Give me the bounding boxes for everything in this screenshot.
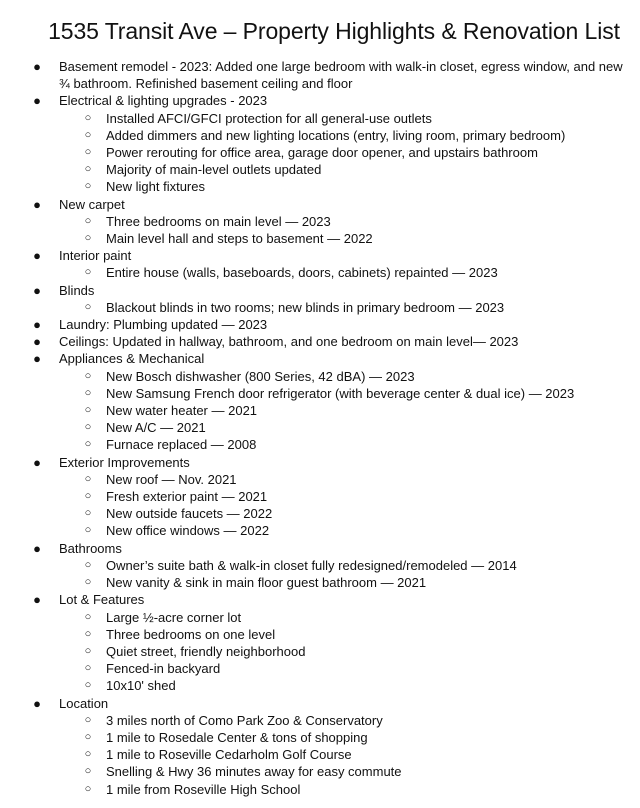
hollow-bullet-icon: ○ — [84, 266, 92, 279]
bullet-icon: ● — [33, 695, 41, 711]
list-item — [30, 695, 630, 798]
list-item-text: Laundry: Plumbing updated — 2023 — [59, 317, 268, 333]
hollow-bullet-icon: ○ — [84, 679, 92, 692]
bullet-icon: ● — [33, 196, 41, 212]
sub-list-item — [59, 299, 630, 316]
hollow-bullet-icon: ○ — [84, 558, 92, 571]
sub-list-item-text: 10x10' shed — [106, 678, 176, 694]
bullet-icon: ● — [33, 592, 41, 608]
sub-list-item-text: Main level hall and steps to basement — 2022 — [106, 231, 373, 247]
sub-list-item-text: Added dimmers and new lighting locations (entry, living room, primary bedroom) — [106, 127, 566, 143]
sub-list-item — [59, 781, 630, 798]
sub-list-item-text: Furnace replaced — 2008 — [106, 437, 257, 453]
sub-list-item-text: Large ½-acre corner lot — [106, 609, 242, 625]
list-item-text: Blinds — [59, 282, 95, 298]
list-item — [30, 196, 630, 248]
hollow-bullet-icon: ○ — [84, 214, 92, 227]
hollow-bullet-icon: ○ — [84, 730, 92, 743]
sub-list-item — [59, 643, 630, 660]
sub-list — [59, 110, 630, 196]
hollow-bullet-icon: ○ — [84, 662, 92, 675]
sub-list-item — [59, 419, 630, 436]
hollow-bullet-icon: ○ — [84, 163, 92, 176]
sub-list-item-text: New light fixtures — [106, 179, 205, 195]
list-item-text: Interior paint — [59, 248, 132, 264]
sub-list-item — [59, 660, 630, 677]
sub-list — [59, 264, 630, 281]
bullet-icon: ● — [33, 351, 41, 367]
list-item-text: Ceilings: Updated in hallway, bathroom, and one bedroom on main level— 2023 — [59, 334, 519, 350]
hollow-bullet-icon: ○ — [84, 404, 92, 417]
list-item-text: Bathrooms — [59, 540, 122, 556]
sub-list-item — [59, 609, 630, 626]
sub-list-item-text: Snelling & Hwy 36 minutes away for easy commute — [106, 764, 402, 780]
sub-list — [59, 557, 630, 591]
hollow-bullet-icon: ○ — [84, 713, 92, 726]
sub-list-item-text: New roof — Nov. 2021 — [106, 471, 237, 487]
hollow-bullet-icon: ○ — [84, 765, 92, 778]
sub-list-item — [59, 729, 630, 746]
hollow-bullet-icon: ○ — [84, 627, 92, 640]
bullet-icon: ● — [33, 317, 41, 333]
sub-list-item-text: New Bosch dishwasher (800 Series, 42 dBA) — 2023 — [106, 368, 415, 384]
hollow-bullet-icon: ○ — [84, 180, 92, 193]
list-item-text: Electrical & lighting upgrades - 2023 — [59, 93, 268, 109]
sub-list-item — [59, 574, 630, 591]
bullet-icon: ● — [33, 334, 41, 350]
sub-list-item-text: Power rerouting for office area, garage door opener, and upstairs bathroom — [106, 145, 538, 161]
sub-list-item-text: 3 miles north of Como Park Zoo & Conservatory — [106, 712, 383, 728]
list-item — [30, 247, 630, 281]
sub-list-item — [59, 746, 630, 763]
sub-list-item-text: 1 mile from Roseville High School — [106, 781, 301, 797]
list-item-text: New carpet — [59, 196, 125, 212]
sub-list-item — [59, 161, 630, 178]
sub-list-item — [59, 626, 630, 643]
sub-list-item-text: New vanity & sink in main floor guest bathroom — 2021 — [106, 575, 427, 591]
bullet-icon: ● — [33, 282, 41, 298]
hollow-bullet-icon: ○ — [84, 386, 92, 399]
hollow-bullet-icon: ○ — [84, 782, 92, 795]
bullet-icon: ● — [33, 93, 41, 109]
hollow-bullet-icon: ○ — [84, 576, 92, 589]
sub-list-item — [59, 110, 630, 127]
bullet-icon: ● — [33, 59, 41, 74]
sub-list-item — [59, 505, 630, 522]
sub-list-item — [59, 471, 630, 488]
hollow-bullet-icon: ○ — [84, 111, 92, 124]
list-item — [30, 92, 630, 195]
sub-list — [59, 609, 630, 695]
hollow-bullet-icon: ○ — [84, 524, 92, 537]
sub-list-item — [59, 368, 630, 385]
hollow-bullet-icon: ○ — [84, 610, 92, 623]
sub-list-item — [59, 488, 630, 505]
hollow-bullet-icon: ○ — [84, 369, 92, 382]
sub-list-item-text: Owner’s suite bath & walk-in closet fully redesigned/remodeled — 2014 — [106, 557, 517, 573]
highlights-list — [30, 58, 630, 798]
sub-list-item-text: Entire house (walls, baseboards, doors, cabinets) repainted — 2023 — [106, 265, 498, 281]
sub-list-item — [59, 712, 630, 729]
sub-list-item-text: Three bedrooms on main level — 2023 — [106, 213, 331, 229]
sub-list-item-text: New A/C — 2021 — [106, 420, 206, 436]
list-item — [30, 454, 630, 540]
sub-list-item — [59, 522, 630, 539]
hollow-bullet-icon: ○ — [84, 472, 92, 485]
list-item-text: Basement remodel - 2023: Added one large bedroom with walk-in closet, egress window, and new ¾ bathroom. Refinished basement ceiling and floor — [59, 59, 623, 92]
list-item-text: Location — [59, 695, 109, 711]
list-item-text: Appliances & Mechanical — [59, 351, 205, 367]
sub-list-item — [59, 677, 630, 694]
sub-list-item-text: Fresh exterior paint — 2021 — [106, 489, 268, 505]
list-item — [30, 540, 630, 592]
hollow-bullet-icon: ○ — [84, 490, 92, 503]
sub-list-item — [59, 763, 630, 780]
list-item — [30, 282, 630, 316]
hollow-bullet-icon: ○ — [84, 128, 92, 141]
sub-list — [59, 299, 630, 316]
sub-list-item-text: 1 mile to Roseville Cedarholm Golf Course — [106, 747, 352, 763]
sub-list-item-text: New Samsung French door refrigerator (with beverage center & dual ice) — 2023 — [106, 385, 575, 401]
list-item — [30, 350, 630, 453]
sub-list-item — [59, 230, 630, 247]
sub-list-item — [59, 264, 630, 281]
hollow-bullet-icon: ○ — [84, 300, 92, 313]
list-item — [30, 58, 630, 92]
hollow-bullet-icon: ○ — [84, 146, 92, 159]
sub-list-item — [59, 436, 630, 453]
sub-list-item — [59, 144, 630, 161]
sub-list-item-text: Three bedrooms on one level — [106, 626, 276, 642]
bullet-icon: ● — [33, 248, 41, 264]
sub-list-item — [59, 385, 630, 402]
page-title: 1535 Transit Ave – Property Highlights & Renovation List — [48, 18, 620, 44]
hollow-bullet-icon: ○ — [84, 232, 92, 245]
sub-list — [59, 213, 630, 247]
sub-list-item-text: New office windows — 2022 — [106, 523, 270, 539]
hollow-bullet-icon: ○ — [84, 644, 92, 657]
sub-list-item-text: Majority of main-level outlets updated — [106, 162, 322, 178]
list-item — [30, 316, 630, 333]
sub-list-item — [59, 213, 630, 230]
hollow-bullet-icon: ○ — [84, 507, 92, 520]
sub-list-item-text: 1 mile to Rosedale Center & tons of shopping — [106, 729, 368, 745]
sub-list-item-text: New outside faucets — 2022 — [106, 506, 273, 522]
sub-list-item — [59, 178, 630, 195]
sub-list-item-text: Blackout blinds in two rooms; new blinds in primary bedroom — 2023 — [106, 299, 505, 315]
list-item — [30, 333, 630, 350]
hollow-bullet-icon: ○ — [84, 438, 92, 451]
list-item-text: Lot & Features — [59, 592, 145, 608]
hollow-bullet-icon: ○ — [84, 748, 92, 761]
sub-list-item-text: Fenced-in backyard — [106, 661, 221, 677]
sub-list-item — [59, 557, 630, 574]
sub-list-item — [59, 402, 630, 419]
sub-list-item-text: New water heater — 2021 — [106, 403, 258, 419]
sub-list — [59, 712, 630, 798]
sub-list — [59, 368, 630, 454]
bullet-icon: ● — [33, 454, 41, 470]
list-item — [30, 591, 630, 694]
bullet-icon: ● — [33, 540, 41, 556]
hollow-bullet-icon: ○ — [84, 421, 92, 434]
sub-list-item-text: Quiet street, friendly neighborhood — [106, 643, 306, 659]
sub-list-item-text: Installed AFCI/GFCI protection for all general-use outlets — [106, 110, 432, 126]
sub-list — [59, 471, 630, 540]
sub-list-item — [59, 127, 630, 144]
list-item-text: Exterior Improvements — [59, 454, 190, 470]
